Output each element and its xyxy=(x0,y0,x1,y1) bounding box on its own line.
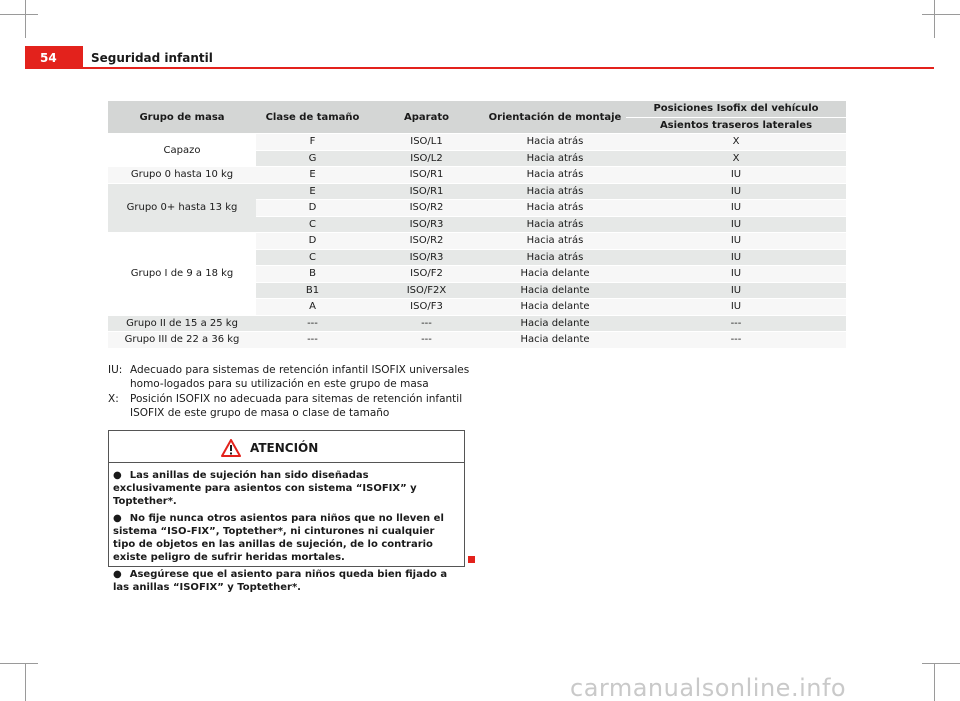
size-class-cell: E xyxy=(256,167,369,183)
crop-mark xyxy=(0,14,38,15)
legend-text: Adecuado para sistemas de retención infantil ISOFIX universales homo-logados para su utilización en este grupo de masa xyxy=(130,364,470,390)
device-cell: ISO/F2X xyxy=(369,283,484,299)
size-class-cell: D xyxy=(256,200,369,216)
size-class-cell: F xyxy=(256,134,369,150)
group-cell: Grupo 0 hasta 10 kg xyxy=(108,167,256,183)
size-class-cell: B xyxy=(256,266,369,282)
header-size-class: Clase de tamaño xyxy=(256,101,369,133)
orientation-cell: Hacia delante xyxy=(484,266,626,282)
orientation-cell: Hacia atrás xyxy=(484,151,626,167)
group-cell: Grupo I de 9 a 18 kg xyxy=(108,233,256,315)
size-class-cell: A xyxy=(256,299,369,315)
header-group: Grupo de masa xyxy=(108,101,256,133)
legend-text: Posición ISOFIX no adecuada para sitemas de retención infantil ISOFIX de este grupo de masa o clase de tamaño xyxy=(130,393,463,419)
legend-item-x xyxy=(108,392,470,420)
size-class-cell: --- xyxy=(256,316,369,332)
device-cell: ISO/R2 xyxy=(369,200,484,216)
orientation-cell: Hacia atrás xyxy=(484,233,626,249)
table-row xyxy=(108,167,846,183)
rear-seat-cell: IU xyxy=(626,167,846,183)
orientation-cell: Hacia delante xyxy=(484,283,626,299)
table-row xyxy=(108,233,846,249)
size-class-cell: --- xyxy=(256,332,369,348)
orientation-cell: Hacia delante xyxy=(484,332,626,348)
section-end-marker xyxy=(468,556,475,563)
warning-header xyxy=(109,431,464,463)
device-cell: --- xyxy=(369,316,484,332)
orientation-cell: Hacia atrás xyxy=(484,184,626,200)
rear-seat-cell: IU xyxy=(626,184,846,200)
warning-body xyxy=(109,463,464,594)
legend-item-iu xyxy=(108,363,470,391)
page-title: Seguridad infantil xyxy=(91,51,213,65)
bullet-icon: ● xyxy=(113,470,122,481)
device-cell: ISO/L1 xyxy=(369,134,484,150)
crop-mark xyxy=(0,663,38,664)
group-cell: Grupo II de 15 a 25 kg xyxy=(108,316,256,332)
table-row xyxy=(108,316,846,332)
group-cell: Grupo 0+ hasta 13 kg xyxy=(108,184,256,233)
legend-key: X: xyxy=(108,393,119,405)
header-orientation: Orientación de montaje xyxy=(484,101,626,133)
table-row xyxy=(108,184,846,200)
rear-seat-cell: IU xyxy=(626,233,846,249)
warning-triangle-icon xyxy=(221,439,241,457)
size-class-cell: G xyxy=(256,151,369,167)
header-device: Aparato xyxy=(369,101,484,133)
rear-seat-cell: IU xyxy=(626,283,846,299)
warning-title: ATENCIÓN xyxy=(250,441,319,455)
rear-seat-cell: IU xyxy=(626,200,846,216)
crop-mark xyxy=(922,663,960,664)
size-class-cell: D xyxy=(256,233,369,249)
table-row xyxy=(108,332,846,348)
rear-seat-cell: X xyxy=(626,151,846,167)
warning-box xyxy=(108,430,465,593)
rear-seat-cell: IU xyxy=(626,217,846,233)
warning-item: ● No fije nunca otros asientos para niños que no lleven el sistema “ISO-FIX”, Toptether*, ni cinturones ni cualquier tipo de objetos en las anillas de sujeción, de lo contrario existe peligro de sufrir heridas mortales. xyxy=(113,513,444,563)
rear-seat-cell: IU xyxy=(626,299,846,315)
rear-seat-cell: --- xyxy=(626,332,846,348)
device-cell: ISO/R3 xyxy=(369,250,484,266)
orientation-cell: Hacia delante xyxy=(484,299,626,315)
table-row xyxy=(108,134,846,150)
page-number: 54 xyxy=(40,51,57,65)
size-class-cell: B1 xyxy=(256,283,369,299)
orientation-cell: Hacia atrás xyxy=(484,200,626,216)
rear-seat-cell: --- xyxy=(626,316,846,332)
orientation-cell: Hacia atrás xyxy=(484,250,626,266)
legend-key: IU: xyxy=(108,364,123,376)
device-cell: ISO/R1 xyxy=(369,184,484,200)
device-cell: ISO/F3 xyxy=(369,299,484,315)
header-positions: Posiciones Isofix del vehículo xyxy=(626,101,846,117)
orientation-cell: Hacia atrás xyxy=(484,134,626,150)
group-cell: Capazo xyxy=(108,134,256,166)
bullet-icon: ● xyxy=(113,569,122,580)
size-class-cell: C xyxy=(256,250,369,266)
isofix-table xyxy=(108,100,846,349)
warning-item: ● Asegúrese que el asiento para niños queda bien fijado a las anillas “ISOFIX” y Toptether*. xyxy=(113,569,448,593)
device-cell: ISO/R1 xyxy=(369,167,484,183)
bullet-icon: ● xyxy=(113,513,122,524)
crop-mark xyxy=(922,14,960,15)
orientation-cell: Hacia atrás xyxy=(484,167,626,183)
orientation-cell: Hacia delante xyxy=(484,316,626,332)
watermark: carmanualsonline.info xyxy=(570,674,847,701)
size-class-cell: E xyxy=(256,184,369,200)
header-rear-seats: Asientos traseros laterales xyxy=(626,118,846,134)
size-class-cell: C xyxy=(256,217,369,233)
header-rule xyxy=(25,67,934,69)
device-cell: --- xyxy=(369,332,484,348)
orientation-cell: Hacia atrás xyxy=(484,217,626,233)
device-cell: ISO/L2 xyxy=(369,151,484,167)
device-cell: ISO/R3 xyxy=(369,217,484,233)
crop-mark xyxy=(25,663,26,701)
warning-item: ● Las anillas de sujeción han sido diseñadas exclusivamente para asientos con sistema “ISOFIX” y Toptether*. xyxy=(113,470,417,507)
rear-seat-cell: IU xyxy=(626,250,846,266)
group-cell: Grupo III de 22 a 36 kg xyxy=(108,332,256,348)
rear-seat-cell: IU xyxy=(626,266,846,282)
crop-mark xyxy=(934,0,935,38)
crop-mark xyxy=(934,663,935,701)
rear-seat-cell: X xyxy=(626,134,846,150)
crop-mark xyxy=(25,0,26,38)
device-cell: ISO/R2 xyxy=(369,233,484,249)
device-cell: ISO/F2 xyxy=(369,266,484,282)
